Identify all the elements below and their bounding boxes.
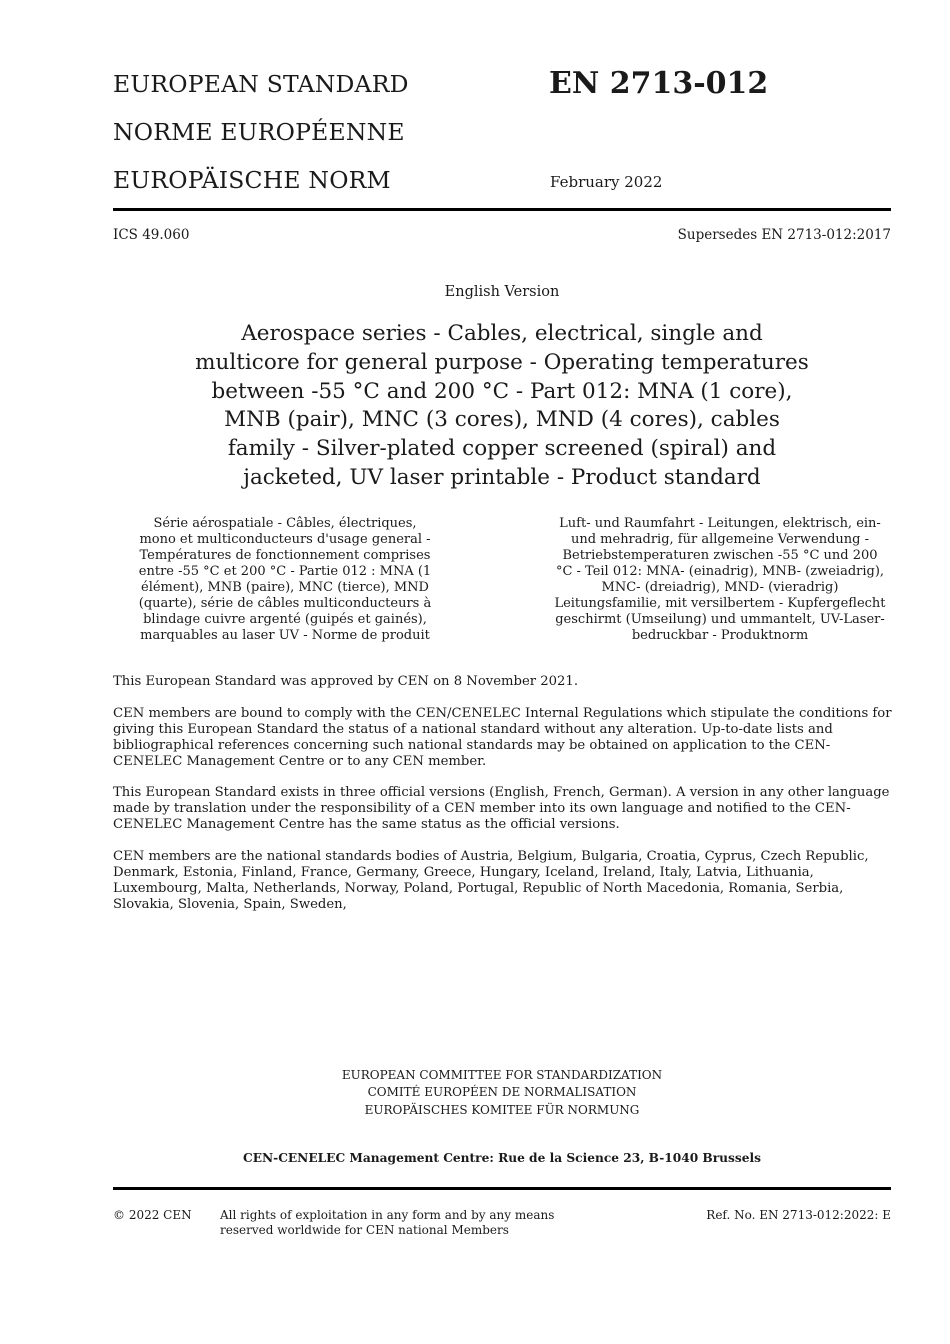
countries-paragraph: CEN members are the national standards bodies of Austria, Belgium, Bulgaria, Croatia, Cyprus, Czech Republic, Denmark, Estonia, Finland, France, Germany, Greece, Hungary, Iceland, Ireland, Italy, Latvia, Lithuania, Luxembourg, Malta, Netherlands, Norway, Poland, Portugal, Republic of North Macedonia, Romania, Serbia, Slovakia, Slovenia, Spain, Sweden, [113,849,869,912]
approval-statement: This European Standard was approved by CEN on 8 November 2021. [113,674,579,689]
publication-date: February 2022 [550,173,663,191]
committee-name-en: EUROPEAN COMMITTEE FOR STANDARDIZATION [341,1068,663,1082]
management-centre-address: CEN-CENELEC Management Centre: Rue de la Science 23, B-1040 Brussels [243,1151,761,1165]
ics-code: ICS 49.060 [113,227,190,243]
committee-name-de: EUROPÄISCHES KOMITEE FÜR NORMUNG [364,1102,640,1117]
title-french: Série aérospatiale - Câbles, électriques, mono et multiconducteurs d'usage general - Températures de fonctionnement comprises entre -55 °C et 200 °C - Partie 012 : MNA (1 élément), MNB (paire), MNC (tierce), MND (quarte), série de câbles multiconducteurs à blindage cuivre argenté (guipés et gainés), marquables au laser UV - Norme de produit [138,516,432,643]
committee-name-fr: COMITÉ EUROPÉEN DE NORMALISATION [367,1085,637,1100]
rights-statement: All rights of exploitation in any form and by any means reserved worldwide for CEN national Members [220,1208,555,1237]
standard-type-de: EUROPÄISCHE NORM [113,166,391,194]
title-german: Luft- und Raumfahrt - Leitungen, elektrisch, ein- und mehradrig, für allgemeine Verwendung - Betriebstemperaturen zwischen -55 °C und 200 °C - Teil 012: MNA- (einadrig), MNB- (zweiadrig), MNC- (dreiadrig), MND- (vieradrig) Leitungsfamilie, mit versilbertem - Kupfergeflecht geschirmt (Umseilung) und ummantelt, UV-Laser-bedruckbar - Produktnorm [554,516,886,643]
document-title: Aerospace series - Cables, electrical, single and multicore for general purpose - Operating temperatures between -55 °C and 200 °C - Part 012: MNA (1 core), MNB (pair), MNC (3 cores), MND (4 cores), cables family - Silver-plated copper screened (spiral) and jacketed, UV laser printable - Product standard [195,321,809,490]
committee-names [113,1067,891,1119]
standard-type-fr: NORME EUROPÉENNE [113,118,405,146]
versions-paragraph: This European Standard exists in three official versions (English, French, German). A version in any other language made by translation under the responsibility of a CEN member into its own language and notified to the CEN-CENELEC Management Centre has the same status as the official versions. [113,785,890,832]
reference-number: Ref. No. EN 2713-012:2022: E [706,1208,891,1222]
header-divider [113,208,891,211]
copyright: © 2022 CEN [113,1208,192,1222]
version-label: English Version [444,284,560,300]
supersedes-note: Supersedes EN 2713-012:2017 [677,227,891,243]
members-paragraph: CEN members are bound to comply with the CEN/CENELEC Internal Regulations which stipulate the conditions for giving this European Standard the status of a national standard without any alteration. Up-to-date lists and bibliographical references concerning such national standards may be obtained on application to the CEN-CENELEC Management Centre or to any CEN member. [113,706,892,769]
standard-type-en: EUROPEAN STANDARD [113,70,409,98]
standard-number: EN 2713-012 [549,66,769,101]
footer-divider [113,1187,891,1190]
